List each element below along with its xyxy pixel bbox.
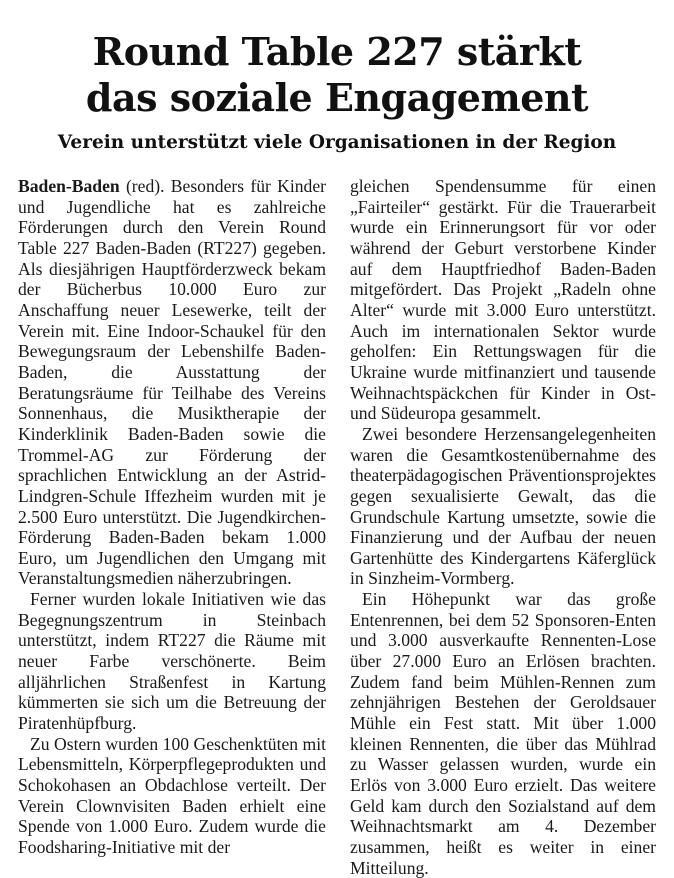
subheadline: Verein unterstützt viele Organisationen in der Region bbox=[57, 132, 617, 153]
dateline: Baden-Baden bbox=[18, 176, 120, 196]
article-column-left bbox=[18, 176, 326, 858]
paragraph-2: Ferner wurden lokale Initiativen wie das Begegnungszentrum in Steinbach unterstützt, indem RT227 die Räume mit neuer Farbe verschönerte. Beim alljährlichen Straßenfest in Kartung kümmerten sie sich um die Betreuung der Piratenhüpfburg. bbox=[18, 589, 326, 734]
paragraph-4: gleichen Spendensumme für einen „Fairteiler“ gestärkt. Für die Trauerarbeit wurde ein Erinnerungsort für vor oder während der Geburt verstorbene Kinder auf dem Hauptfriedhof Baden-Baden mitgefördert. Das Projekt „Radeln ohne Alter“ wurde mit 3.000 Euro unterstützt. Auch im internationalen Sektor wurde geholfen: Ein Rettungswagen für die Ukraine wurde mitfinanziert und tausende Weihnachtspäckchen für Kinder in Ost- und Südeuropa gesammelt. bbox=[350, 176, 656, 424]
headline bbox=[0, 29, 674, 121]
paragraph-5: Zwei besondere Herzensangelegenheiten waren die Gesamtkostenübernahme des theaterpädagogischen Präventionsprojektes gegen sexualisierte Gewalt, das die Grundschule Kartung umsetzte, sowie die Finanzierung und der Aufbau der neuen Gartenhütte des Kindergartens Käferglück in Sinzheim-Vormberg. bbox=[350, 423, 656, 589]
paragraph-1 bbox=[18, 176, 326, 589]
article-column-right bbox=[350, 176, 656, 878]
paragraph-3: Zu Ostern wurden 100 Geschenktüten mit Lebensmitteln, Körperpflegeprodukten und Schokohasen an Obdachlose verteilt. Der Verein Clownvisiten Baden erhielt eine Spende von 1.000 Euro. Zudem wurde die Foodsharing-Initiative mit der bbox=[18, 733, 326, 857]
headline-line-2: das soziale Engagement bbox=[85, 75, 589, 121]
headline-line-1: Round Table 227 stärkt bbox=[92, 29, 582, 75]
paragraph-6: Ein Höhepunkt war das große Entenrennen, bei dem 52 Sponsoren-Enten und 3.000 ausverkaufte Rennenten-Lose über 27.000 Euro an Erlösen brachten. Zudem fand beim Mühlen-Rennen zum zehnjährigen Bestehen der Geroldsauer Mühle ein Fest statt. Mit über 1.000 kleinen Rennenten, die über das Mühlrad zu Wasser gelassen wurden, wurde ein Erlös von 3.000 Euro erzielt. Das weitere Geld kam durch den Sozialstand auf dem Weihnachtsmarkt am 4. Dezember zusammen, heißt es weiter in einer Mitteilung. bbox=[350, 589, 656, 878]
paragraph-1-text: (red). Besonders für Kinder und Jugendliche hat es zahlreiche Förderungen durch den Verein Round Table 227 Baden-Baden (RT227) gegeben. Als diesjährigen Hauptförderzweck bekam der Bücherbus 10.000 Euro zur Anschaffung neuer Lesewerke, teilt der Verein mit. Eine Indoor-Schaukel für den Bewegungsraum der Lebenshilfe Baden-Baden, die Ausstattung der Beratungsräume für Teilhabe des Vereins Sonnenhaus, die Musiktherapie der Kinderklinik Baden-Baden sowie die Trommel-AG zur Förderung der sprachlichen Entwicklung an der Astrid-Lindgren-Schule Iffezheim wurden mit je 2.500 Euro unterstützt. Die Jugendkirchen-Förderung Baden-Baden bekam 1.000 Euro, um Jugendlichen den Umgang mit Veranstaltungsmedien näherzubringen. bbox=[18, 176, 326, 589]
